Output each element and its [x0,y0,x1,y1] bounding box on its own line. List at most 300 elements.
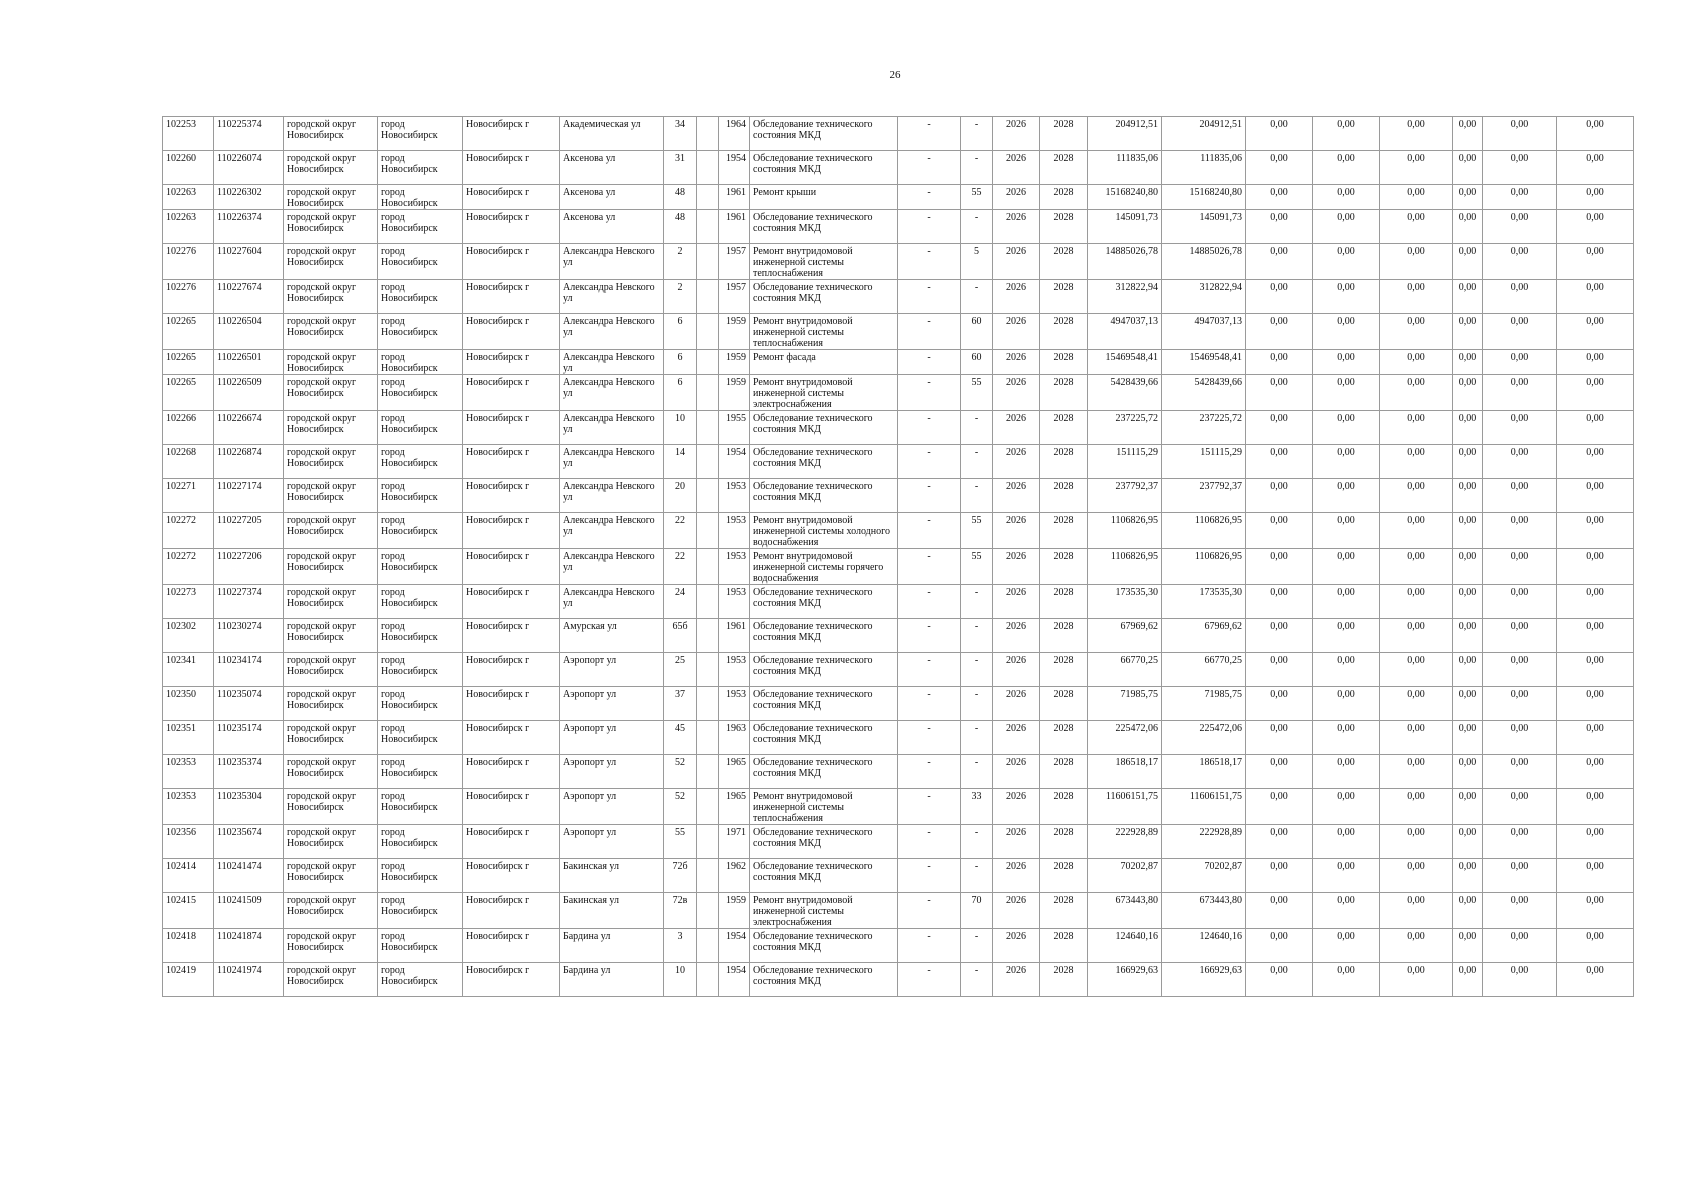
cell-end-year: 2028 [1040,244,1088,280]
cell-city: Новосибирск г [463,244,560,280]
cell-cost-remaining: 0,00 [1557,585,1634,619]
cell-end-year: 2028 [1040,151,1088,185]
cell-city: Новосибирск г [463,210,560,244]
cell-cost-remaining: 0,00 [1557,244,1634,280]
cell-total-cost: 1106826,95 [1088,513,1162,549]
cell-cost-remaining: 0,00 [1557,825,1634,859]
cell-work-type: Ремонт внутридомовой инженерной системы электроснабжения [750,893,898,929]
cell-cost-federal: 0,00 [1246,185,1313,210]
cell-cost-other: 0,00 [1453,859,1483,893]
table-row [163,280,1634,314]
cell-work-type: Ремонт внутридомовой инженерной системы электроснабжения [750,375,898,411]
cell-cost-other: 0,00 [1453,479,1483,513]
cell-municipal-district: городской округ Новосибирск [284,825,378,859]
cell-building [697,755,719,789]
cell-task-id: 110235074 [214,687,284,721]
cell-cost-limit: - [898,117,961,151]
cell-cost-other: 0,00 [1453,619,1483,653]
cell-year-built: 1962 [719,859,750,893]
cell-work-type: Обследование технического состояния МКД [750,859,898,893]
cell-start-year: 2026 [993,789,1040,825]
cell-start-year: 2026 [993,185,1040,210]
cell-house-id: 102266 [163,411,214,445]
cell-settlement: город Новосибирск [378,117,463,151]
cell-cost-regional: 0,00 [1313,619,1380,653]
cell-cost-local: 0,00 [1380,445,1453,479]
cell-total-cost: 237792,37 [1088,479,1162,513]
cell-house-id: 102265 [163,350,214,375]
cell-cost-fund: 237792,37 [1162,479,1246,513]
cell-cost-remaining: 0,00 [1557,963,1634,997]
table-row [163,929,1634,963]
cell-total-cost: 186518,17 [1088,755,1162,789]
cell-cost-fund: 237225,72 [1162,411,1246,445]
cell-house-id: 102356 [163,825,214,859]
cell-municipal-district: городской округ Новосибирск [284,210,378,244]
cell-total-cost: 222928,89 [1088,825,1162,859]
cell-house-number: 6 [664,314,697,350]
cell-start-year: 2026 [993,929,1040,963]
cell-cost-limit: - [898,789,961,825]
cell-start-year: 2026 [993,859,1040,893]
cell-city: Новосибирск г [463,653,560,687]
cell-cost-owners: 0,00 [1483,117,1557,151]
cell-work-type: Обследование технического состояния МКД [750,755,898,789]
cell-house-number: 52 [664,789,697,825]
cell-building [697,789,719,825]
cell-house-id: 102260 [163,151,214,185]
cell-cost-fund: 66770,25 [1162,653,1246,687]
cell-municipal-district: городской округ Новосибирск [284,350,378,375]
cell-cost-owners: 0,00 [1483,185,1557,210]
cell-work-type: Обследование технического состояния МКД [750,585,898,619]
cell-task-id: 110226504 [214,314,284,350]
cell-cost-local: 0,00 [1380,789,1453,825]
table-row [163,314,1634,350]
cell-task-id: 110227604 [214,244,284,280]
cell-street: Александра Невского ул [560,513,664,549]
cell-cost-local: 0,00 [1380,210,1453,244]
cell-street: Александра Невского ул [560,280,664,314]
cell-wear-percent: - [961,445,993,479]
cell-cost-limit: - [898,929,961,963]
cell-municipal-district: городской округ Новосибирск [284,859,378,893]
cell-settlement: город Новосибирск [378,185,463,210]
cell-start-year: 2026 [993,619,1040,653]
cell-building [697,411,719,445]
cell-house-number: 10 [664,963,697,997]
cell-work-type: Обследование технического состояния МКД [750,479,898,513]
cell-cost-local: 0,00 [1380,721,1453,755]
cell-cost-owners: 0,00 [1483,350,1557,375]
cell-building [697,929,719,963]
cell-work-type: Обследование технического состояния МКД [750,151,898,185]
cell-year-built: 1959 [719,314,750,350]
cell-cost-owners: 0,00 [1483,244,1557,280]
cell-start-year: 2026 [993,755,1040,789]
cell-house-number: 55 [664,825,697,859]
cell-cost-limit: - [898,549,961,585]
cell-cost-owners: 0,00 [1483,619,1557,653]
cell-cost-fund: 1106826,95 [1162,513,1246,549]
cell-house-id: 102302 [163,619,214,653]
cell-cost-limit: - [898,893,961,929]
cell-municipal-district: городской округ Новосибирск [284,929,378,963]
cell-task-id: 110226674 [214,411,284,445]
cell-cost-local: 0,00 [1380,893,1453,929]
cell-cost-owners: 0,00 [1483,210,1557,244]
cell-settlement: город Новосибирск [378,549,463,585]
cell-building [697,210,719,244]
cell-start-year: 2026 [993,687,1040,721]
cell-house-number: 24 [664,585,697,619]
cell-cost-owners: 0,00 [1483,549,1557,585]
cell-street: Аэропорт ул [560,789,664,825]
cell-settlement: город Новосибирск [378,151,463,185]
cell-house-number: 34 [664,117,697,151]
cell-cost-limit: - [898,619,961,653]
cell-total-cost: 66770,25 [1088,653,1162,687]
cell-settlement: город Новосибирск [378,585,463,619]
cell-city: Новосибирск г [463,445,560,479]
cell-cost-limit: - [898,244,961,280]
page-number: 26 [889,69,901,81]
cell-cost-regional: 0,00 [1313,375,1380,411]
cell-year-built: 1953 [719,479,750,513]
cell-cost-federal: 0,00 [1246,825,1313,859]
cell-cost-local: 0,00 [1380,314,1453,350]
cell-cost-limit: - [898,963,961,997]
cell-cost-local: 0,00 [1380,411,1453,445]
cell-settlement: город Новосибирск [378,619,463,653]
cell-work-type: Обследование технического состояния МКД [750,210,898,244]
table-row [163,687,1634,721]
cell-cost-other: 0,00 [1453,375,1483,411]
cell-total-cost: 71985,75 [1088,687,1162,721]
cell-municipal-district: городской округ Новосибирск [284,375,378,411]
cell-cost-limit: - [898,653,961,687]
cell-work-type: Ремонт внутридомовой инженерной системы теплоснабжения [750,789,898,825]
table-row [163,721,1634,755]
cell-task-id: 110241874 [214,929,284,963]
cell-cost-federal: 0,00 [1246,755,1313,789]
cell-street: Александра Невского ул [560,244,664,280]
cell-street: Аэропорт ул [560,825,664,859]
cell-work-type: Ремонт фасада [750,350,898,375]
cell-work-type: Ремонт внутридомовой инженерной системы теплоснабжения [750,314,898,350]
cell-municipal-district: городской округ Новосибирск [284,151,378,185]
cell-wear-percent: 55 [961,375,993,411]
cell-cost-other: 0,00 [1453,280,1483,314]
table-row [163,244,1634,280]
cell-cost-fund: 111835,06 [1162,151,1246,185]
cell-house-number: 2 [664,280,697,314]
cell-cost-remaining: 0,00 [1557,755,1634,789]
cell-street: Аэропорт ул [560,653,664,687]
cell-total-cost: 5428439,66 [1088,375,1162,411]
cell-cost-owners: 0,00 [1483,375,1557,411]
cell-city: Новосибирск г [463,117,560,151]
cell-cost-regional: 0,00 [1313,350,1380,375]
cell-cost-owners: 0,00 [1483,755,1557,789]
cell-cost-remaining: 0,00 [1557,653,1634,687]
cell-task-id: 110241474 [214,859,284,893]
cell-end-year: 2028 [1040,585,1088,619]
cell-work-type: Обследование технического состояния МКД [750,619,898,653]
cell-cost-limit: - [898,721,961,755]
cell-total-cost: 145091,73 [1088,210,1162,244]
cell-city: Новосибирск г [463,859,560,893]
cell-street: Александра Невского ул [560,350,664,375]
cell-settlement: город Новосибирск [378,721,463,755]
cell-cost-remaining: 0,00 [1557,151,1634,185]
cell-settlement: город Новосибирск [378,244,463,280]
cell-year-built: 1957 [719,244,750,280]
cell-house-number: 31 [664,151,697,185]
cell-work-type: Обследование технического состояния МКД [750,280,898,314]
cell-cost-remaining: 0,00 [1557,280,1634,314]
cell-work-type: Ремонт внутридомовой инженерной системы горячего водоснабжения [750,549,898,585]
cell-cost-federal: 0,00 [1246,789,1313,825]
cell-cost-owners: 0,00 [1483,825,1557,859]
cell-cost-federal: 0,00 [1246,411,1313,445]
cell-task-id: 110241509 [214,893,284,929]
cell-wear-percent: - [961,151,993,185]
cell-cost-fund: 5428439,66 [1162,375,1246,411]
table-row [163,789,1634,825]
cell-cost-remaining: 0,00 [1557,859,1634,893]
cell-cost-local: 0,00 [1380,375,1453,411]
cell-wear-percent: - [961,687,993,721]
cell-wear-percent: 55 [961,513,993,549]
cell-street: Амурская ул [560,619,664,653]
cell-cost-other: 0,00 [1453,825,1483,859]
cell-house-id: 102419 [163,963,214,997]
cell-house-number: 6 [664,350,697,375]
cell-start-year: 2026 [993,445,1040,479]
cell-house-id: 102415 [163,893,214,929]
cell-house-number: 22 [664,549,697,585]
cell-cost-regional: 0,00 [1313,151,1380,185]
cell-cost-federal: 0,00 [1246,445,1313,479]
table-row [163,755,1634,789]
cell-street: Аксенова ул [560,210,664,244]
cell-municipal-district: городской округ Новосибирск [284,117,378,151]
cell-municipal-district: городской округ Новосибирск [284,653,378,687]
cell-cost-regional: 0,00 [1313,445,1380,479]
cell-settlement: город Новосибирск [378,963,463,997]
cell-building [697,859,719,893]
cell-municipal-district: городской округ Новосибирск [284,244,378,280]
cell-building [697,445,719,479]
cell-street: Академическая ул [560,117,664,151]
cell-total-cost: 11606151,75 [1088,789,1162,825]
cell-cost-local: 0,00 [1380,825,1453,859]
cell-settlement: город Новосибирск [378,314,463,350]
cell-house-number: 65б [664,619,697,653]
cell-cost-regional: 0,00 [1313,549,1380,585]
cell-cost-federal: 0,00 [1246,151,1313,185]
cell-cost-other: 0,00 [1453,185,1483,210]
cell-task-id: 110234174 [214,653,284,687]
cell-year-built: 1953 [719,653,750,687]
cell-cost-limit: - [898,445,961,479]
cell-cost-remaining: 0,00 [1557,687,1634,721]
cell-settlement: город Новосибирск [378,687,463,721]
cell-house-id: 102353 [163,755,214,789]
table-row [163,653,1634,687]
cell-city: Новосибирск г [463,314,560,350]
register-table [162,116,1634,997]
cell-cost-fund: 4947037,13 [1162,314,1246,350]
cell-cost-fund: 11606151,75 [1162,789,1246,825]
cell-city: Новосибирск г [463,375,560,411]
cell-city: Новосибирск г [463,585,560,619]
cell-cost-federal: 0,00 [1246,314,1313,350]
table-row [163,445,1634,479]
cell-wear-percent: 70 [961,893,993,929]
cell-cost-local: 0,00 [1380,479,1453,513]
cell-work-type: Обследование технического состояния МКД [750,687,898,721]
cell-cost-other: 0,00 [1453,585,1483,619]
cell-city: Новосибирск г [463,479,560,513]
cell-street: Александра Невского ул [560,375,664,411]
table-row [163,210,1634,244]
cell-cost-regional: 0,00 [1313,280,1380,314]
cell-year-built: 1954 [719,445,750,479]
cell-municipal-district: городской округ Новосибирск [284,314,378,350]
cell-year-built: 1961 [719,185,750,210]
cell-cost-owners: 0,00 [1483,963,1557,997]
cell-total-cost: 67969,62 [1088,619,1162,653]
cell-cost-local: 0,00 [1380,151,1453,185]
cell-end-year: 2028 [1040,445,1088,479]
cell-cost-limit: - [898,479,961,513]
cell-wear-percent: - [961,280,993,314]
cell-house-number: 72б [664,859,697,893]
cell-cost-regional: 0,00 [1313,893,1380,929]
cell-cost-owners: 0,00 [1483,893,1557,929]
cell-house-id: 102265 [163,314,214,350]
cell-end-year: 2028 [1040,653,1088,687]
cell-cost-remaining: 0,00 [1557,350,1634,375]
cell-cost-remaining: 0,00 [1557,619,1634,653]
cell-cost-other: 0,00 [1453,893,1483,929]
cell-cost-owners: 0,00 [1483,479,1557,513]
cell-wear-percent: - [961,619,993,653]
cell-year-built: 1965 [719,755,750,789]
cell-municipal-district: городской округ Новосибирск [284,755,378,789]
cell-city: Новосибирск г [463,549,560,585]
cell-settlement: город Новосибирск [378,859,463,893]
cell-cost-fund: 173535,30 [1162,585,1246,619]
cell-street: Аэропорт ул [560,721,664,755]
cell-end-year: 2028 [1040,350,1088,375]
cell-cost-local: 0,00 [1380,755,1453,789]
cell-task-id: 110235374 [214,755,284,789]
cell-settlement: город Новосибирск [378,789,463,825]
cell-municipal-district: городской округ Новосибирск [284,619,378,653]
cell-city: Новосибирск г [463,789,560,825]
cell-street: Аксенова ул [560,185,664,210]
cell-municipal-district: городской округ Новосибирск [284,963,378,997]
cell-house-number: 22 [664,513,697,549]
cell-house-number: 14 [664,445,697,479]
cell-end-year: 2028 [1040,314,1088,350]
cell-cost-limit: - [898,687,961,721]
cell-cost-other: 0,00 [1453,513,1483,549]
cell-end-year: 2028 [1040,375,1088,411]
cell-total-cost: 151115,29 [1088,445,1162,479]
cell-wear-percent: 5 [961,244,993,280]
cell-cost-local: 0,00 [1380,653,1453,687]
cell-cost-federal: 0,00 [1246,479,1313,513]
cell-work-type: Обследование технического состояния МКД [750,117,898,151]
cell-cost-remaining: 0,00 [1557,929,1634,963]
cell-building [697,375,719,411]
cell-settlement: город Новосибирск [378,513,463,549]
cell-building [697,549,719,585]
cell-cost-other: 0,00 [1453,411,1483,445]
cell-building [697,314,719,350]
cell-end-year: 2028 [1040,479,1088,513]
cell-task-id: 110230274 [214,619,284,653]
cell-house-number: 6 [664,375,697,411]
table-row [163,513,1634,549]
cell-cost-limit: - [898,859,961,893]
cell-cost-federal: 0,00 [1246,687,1313,721]
cell-cost-remaining: 0,00 [1557,411,1634,445]
cell-wear-percent: - [961,653,993,687]
cell-municipal-district: городской округ Новосибирск [284,185,378,210]
cell-work-type: Обследование технического состояния МКД [750,411,898,445]
cell-total-cost: 124640,16 [1088,929,1162,963]
cell-house-id: 102265 [163,375,214,411]
cell-cost-owners: 0,00 [1483,280,1557,314]
cell-cost-local: 0,00 [1380,859,1453,893]
cell-building [697,619,719,653]
cell-cost-limit: - [898,755,961,789]
cell-house-id: 102350 [163,687,214,721]
cell-year-built: 1961 [719,619,750,653]
cell-street: Аксенова ул [560,151,664,185]
cell-cost-regional: 0,00 [1313,117,1380,151]
cell-year-built: 1953 [719,549,750,585]
cell-city: Новосибирск г [463,185,560,210]
cell-end-year: 2028 [1040,963,1088,997]
cell-house-number: 52 [664,755,697,789]
cell-task-id: 110226501 [214,350,284,375]
cell-house-id: 102271 [163,479,214,513]
cell-year-built: 1953 [719,687,750,721]
cell-cost-other: 0,00 [1453,151,1483,185]
cell-cost-federal: 0,00 [1246,117,1313,151]
cell-end-year: 2028 [1040,687,1088,721]
cell-cost-owners: 0,00 [1483,653,1557,687]
cell-end-year: 2028 [1040,859,1088,893]
cell-settlement: город Новосибирск [378,825,463,859]
cell-start-year: 2026 [993,513,1040,549]
cell-cost-regional: 0,00 [1313,859,1380,893]
cell-house-id: 102418 [163,929,214,963]
cell-settlement: город Новосибирск [378,479,463,513]
cell-municipal-district: городской округ Новосибирск [284,445,378,479]
cell-total-cost: 14885026,78 [1088,244,1162,280]
cell-year-built: 1965 [719,789,750,825]
cell-city: Новосибирск г [463,280,560,314]
cell-cost-other: 0,00 [1453,314,1483,350]
cell-building [697,185,719,210]
